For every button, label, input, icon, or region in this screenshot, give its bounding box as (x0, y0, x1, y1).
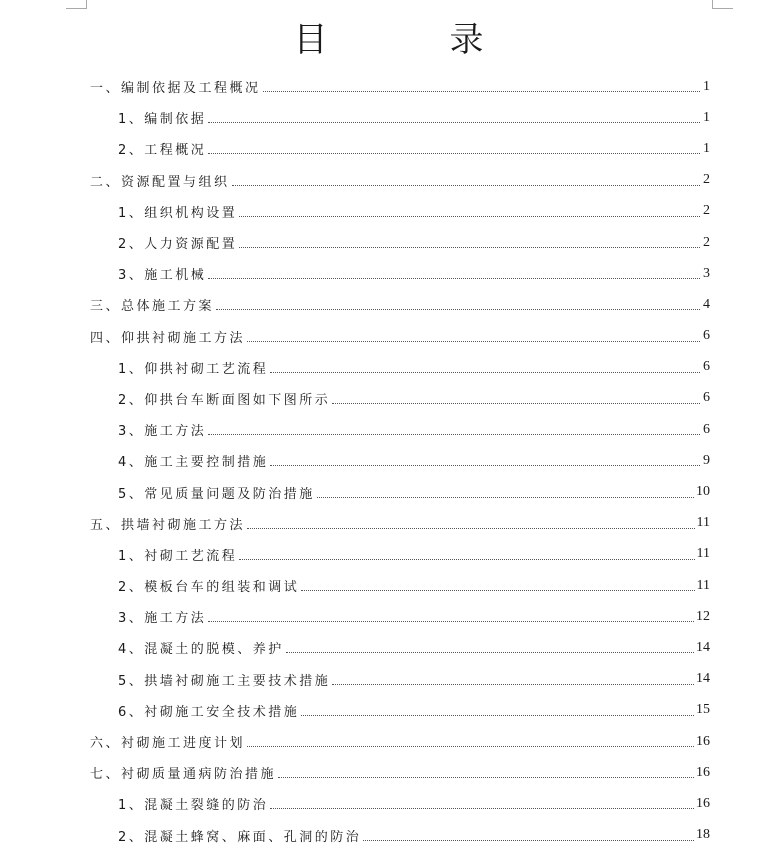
toc-dot-leader (332, 403, 700, 404)
toc-entry-page-number: 6 (703, 421, 710, 437)
toc-entry-label: 2、工程概况 (118, 143, 207, 159)
page-corner-mark-top-right (712, 0, 733, 9)
toc-entry-page-number: 6 (703, 359, 710, 375)
toc-entry[interactable] (0, 352, 777, 383)
toc-entry-label: 2、仰拱台车断面图如下图所示 (118, 392, 331, 408)
toc-entry-label: 2、人力资源配置 (118, 237, 238, 253)
toc-entry-label: 2、模板台车的组装和调试 (118, 580, 300, 596)
toc-dot-leader (208, 122, 700, 123)
page-corner-mark-top-left (66, 0, 87, 9)
toc-entry-label: 1、仰拱衬砌工艺流程 (118, 361, 269, 377)
toc-entry-label: 1、组织机构设置 (118, 205, 238, 221)
toc-entry[interactable] (0, 289, 777, 320)
toc-entry-page-number: 11 (696, 577, 710, 593)
toc-entry[interactable] (0, 601, 777, 632)
toc-entry-label: 六、衬砌施工进度计划 (90, 736, 246, 752)
toc-entry[interactable] (0, 71, 777, 102)
toc-entry[interactable] (0, 133, 777, 164)
toc-entry[interactable] (0, 445, 777, 476)
toc-dot-leader (263, 91, 700, 92)
toc-entry-page-number: 14 (696, 671, 710, 687)
toc-entry[interactable] (0, 695, 777, 726)
toc-dot-leader (317, 497, 694, 498)
toc-dot-leader (332, 684, 694, 685)
toc-entry[interactable] (0, 102, 777, 133)
toc-entry-label: 一、编制依据及工程概况 (90, 81, 261, 97)
toc-entry[interactable] (0, 570, 777, 601)
toc-dot-leader (239, 559, 694, 560)
toc-dot-leader (239, 247, 700, 248)
toc-dot-leader (208, 621, 694, 622)
toc-entry-page-number: 16 (696, 764, 710, 780)
toc-dot-leader (301, 715, 694, 716)
toc-entry-label: 6、衬砌施工安全技术措施 (118, 704, 300, 720)
toc-dot-leader (208, 278, 700, 279)
toc-dot-leader (247, 528, 695, 529)
toc-entry[interactable] (0, 539, 777, 570)
toc-dot-leader (208, 434, 700, 435)
toc-entry[interactable] (0, 414, 777, 445)
toc-entry-label: 1、混凝土裂缝的防治 (118, 798, 269, 814)
toc-entry-label: 1、编制依据 (118, 112, 207, 128)
toc-entry-page-number: 16 (696, 795, 710, 811)
toc-entry-page-number: 2 (703, 234, 710, 250)
toc-dot-leader (278, 777, 694, 778)
toc-dot-leader (270, 372, 700, 373)
toc-entry-label: 5、拱墙衬砌施工主要技术措施 (118, 673, 331, 689)
toc-dot-leader (247, 341, 700, 342)
toc-entry-label: 三、总体施工方案 (90, 299, 215, 315)
toc-entry-label: 五、拱墙衬砌施工方法 (90, 517, 246, 533)
toc-entry-page-number: 1 (703, 109, 710, 125)
toc-entry[interactable] (0, 165, 777, 196)
toc-entry-page-number: 4 (703, 296, 710, 312)
toc-entry[interactable] (0, 476, 777, 507)
toc-entry[interactable] (0, 664, 777, 695)
toc-entry-page-number: 15 (696, 702, 710, 718)
toc-entry-label: 5、常见质量问题及防治措施 (118, 486, 315, 502)
toc-dot-leader (232, 185, 700, 186)
toc-entry-label: 3、施工方法 (118, 611, 207, 627)
table-of-contents (0, 71, 777, 851)
toc-entry-page-number: 14 (696, 639, 710, 655)
toc-dot-leader (286, 652, 694, 653)
toc-dot-leader (247, 746, 694, 747)
toc-dot-leader (208, 153, 700, 154)
toc-entry-page-number: 2 (703, 172, 710, 188)
toc-entry[interactable] (0, 757, 777, 788)
toc-entry[interactable] (0, 227, 777, 258)
toc-entry-label: 4、施工主要控制措施 (118, 455, 269, 471)
toc-entry-label: 1、衬砌工艺流程 (118, 548, 238, 564)
toc-entry-label: 四、仰拱衬砌施工方法 (90, 330, 246, 346)
toc-entry[interactable] (0, 258, 777, 289)
toc-entry-page-number: 2 (703, 203, 710, 219)
toc-entry-label: 2、混凝土蜂窝、麻面、孔洞的防治 (118, 829, 362, 845)
toc-entry[interactable] (0, 321, 777, 352)
toc-entry[interactable] (0, 788, 777, 819)
toc-entry-page-number: 9 (703, 452, 710, 468)
toc-entry-label: 4、混凝土的脱模、养护 (118, 642, 284, 658)
toc-entry-page-number: 1 (703, 140, 710, 156)
toc-entry-page-number: 12 (696, 608, 710, 624)
toc-entry-page-number: 10 (696, 484, 710, 500)
toc-entry[interactable] (0, 196, 777, 227)
toc-dot-leader (239, 216, 700, 217)
toc-entry-page-number: 16 (696, 733, 710, 749)
toc-dot-leader (301, 590, 694, 591)
toc-entry-label: 七、衬砌质量通病防治措施 (90, 767, 277, 783)
toc-dot-leader (270, 465, 700, 466)
toc-entry[interactable] (0, 383, 777, 414)
toc-entry[interactable] (0, 508, 777, 539)
toc-entry[interactable] (0, 820, 777, 851)
toc-entry-label: 二、资源配置与组织 (90, 174, 230, 190)
toc-entry-label: 3、施工方法 (118, 424, 207, 440)
toc-entry-page-number: 6 (703, 328, 710, 344)
toc-entry-page-number: 6 (703, 390, 710, 406)
toc-entry[interactable] (0, 632, 777, 663)
toc-dot-leader (216, 309, 700, 310)
toc-title: 目 录 (293, 20, 528, 60)
toc-entry-page-number: 18 (696, 827, 710, 843)
toc-entry-label: 3、施工机械 (118, 268, 207, 284)
toc-entry[interactable] (0, 726, 777, 757)
toc-entry-page-number: 11 (696, 515, 710, 531)
toc-dot-leader (363, 840, 694, 841)
toc-entry-page-number: 11 (696, 546, 710, 562)
toc-entry-page-number: 3 (703, 265, 710, 281)
toc-dot-leader (270, 808, 694, 809)
toc-entry-page-number: 1 (703, 78, 710, 94)
